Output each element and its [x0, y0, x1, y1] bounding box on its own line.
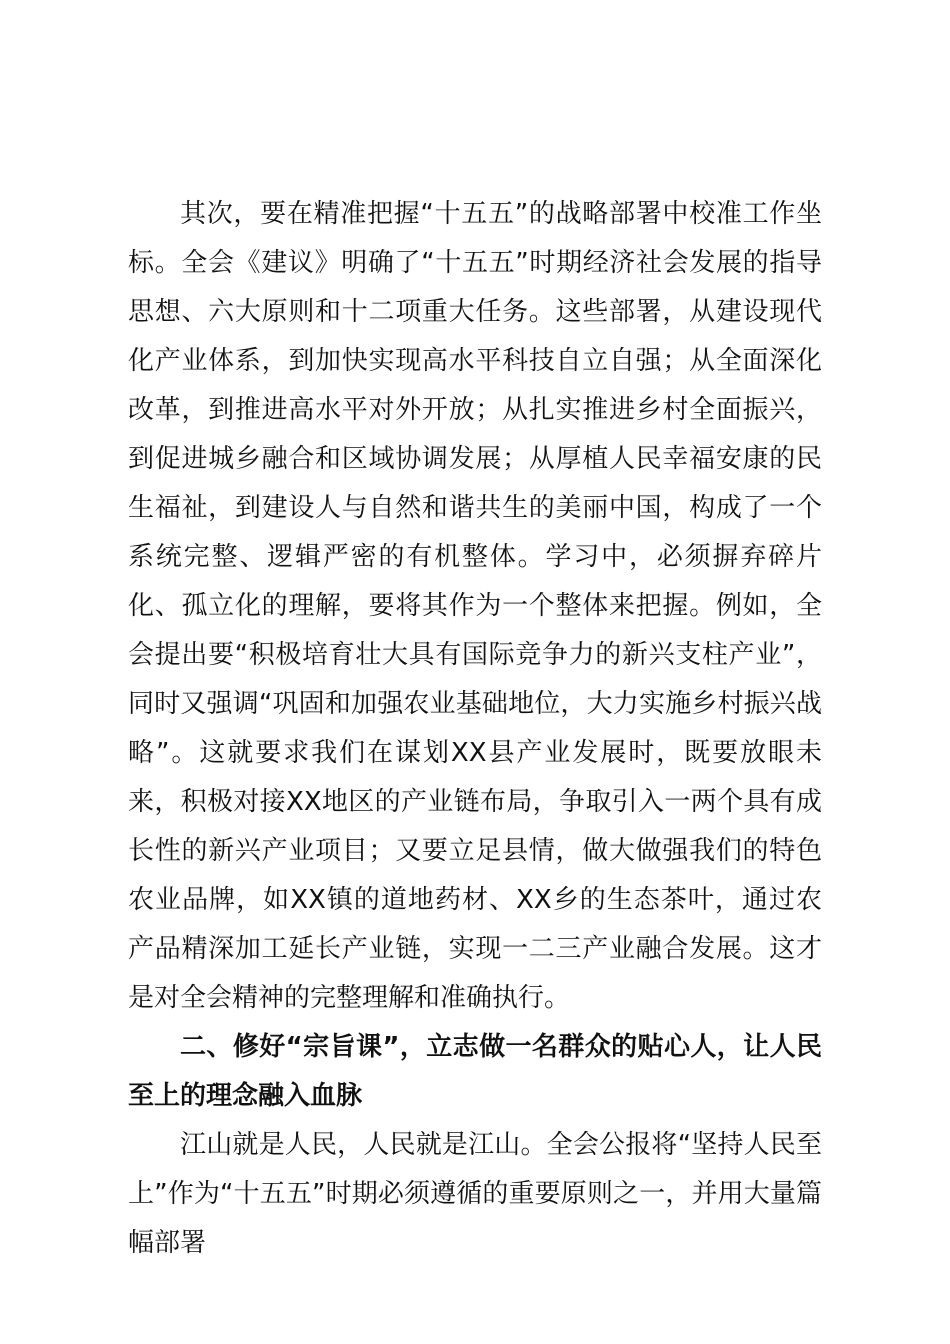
section-heading: 二、修好“宗旨课”，立志做一名群众的贴心人，让人民至上的理念融入血脉	[128, 1032, 822, 1111]
body-paragraph: 江山就是人民，人民就是江山。全会公报将“坚持人民至上”作为“十五五”时期必须遵循的重要原则之一，并用大量篇幅部署	[128, 1130, 822, 1258]
document-body	[128, 190, 822, 1268]
body-paragraph: 其次，要在精准把握“十五五”的战略部署中校准工作坐标。全会《建议》明确了“十五五”时期经济社会发展的指导思想、六大原则和十二项重大任务。这些部署，从建设现代化产业体系，到加快实现高水平科技自立自强；从全面深化改革，到推进高水平对外开放；从扎实推进乡村全面振兴，到促进城乡融合和区域协调发展；从厚植人民幸福安康的民生福祉，到建设人与自然和谐共生的美丽中国，构成了一个系统完整、逻辑严密的有机整体。学习中，必须摒弃碎片化、孤立化的理解，要将其作为一个整体来把握。例如，全会提出要“积极培育壮大具有国际竞争力的新兴支柱产业”，同时又强调“巩固和加强农业基础地位，大力实施乡村振兴战略”。这就要求我们在谋划XX县产业发展时，既要放眼未来，积极对接XX地区的产业链布局，争取引入一两个具有成长性的新兴产业项目；又要立足县情，做大做强我们的特色农业品牌，如XX镇的道地药材、XX乡的生态茶叶，通过农产品精深加工延长产业链，实现一二三产业融合发展。这才是对全会精神的完整理解和准确执行。	[128, 199, 822, 1013]
